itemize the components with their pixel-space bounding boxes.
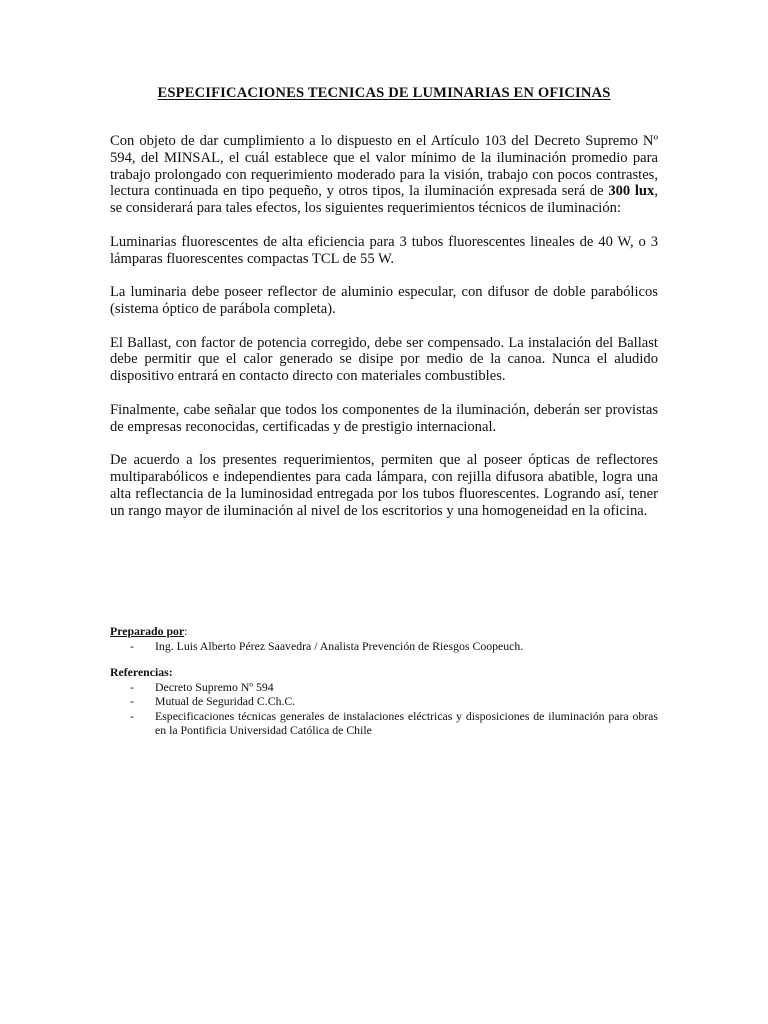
paragraph-conclusion: De acuerdo a los presentes requerimientos, permiten que al poseer ópticas de reflectores multiparabólicos e independientes para cada lámpara, con rejilla difusora abatible, logra una alta reflectancia de la luminosidad entregada por los tubos fluorescentes. Logrando así, tener un rango mayor de iluminación al nivel de los escritorios y una homogeneidad en la oficina. <box>110 452 658 519</box>
list-item-text: Mutual de Seguridad C.Ch.C. <box>155 694 296 708</box>
prepared-by-label: Preparado por <box>110 624 185 638</box>
list-item <box>110 680 658 695</box>
list-item <box>110 694 658 709</box>
paragraph-illumination-requirement <box>110 133 658 217</box>
references-list <box>110 680 658 738</box>
list-dash: - <box>130 708 134 723</box>
lux-value: 300 lux <box>608 183 655 200</box>
list-item-text: Especificaciones técnicas generales de instalaciones eléctricas y disposiciones de iluminación para obras en la Pontificia Universidad Católica de Chile <box>155 708 658 737</box>
prepared-by-section <box>110 624 658 653</box>
document-body <box>110 133 658 519</box>
document-title: ESPECIFICACIONES TECNICAS DE LUMINARIAS EN OFICINAS <box>157 85 611 101</box>
list-dash: - <box>130 694 134 708</box>
list-item-text: Ing. Luis Alberto Pérez Saavedra / Analista Prevención de Riesgos Coopeuch. <box>155 638 524 653</box>
list-item-text: Decreto Supremo Nº 594 <box>155 679 274 694</box>
references-section <box>110 665 658 738</box>
paragraph-reflector: La luminaria debe poseer reflector de aluminio especular, con difusor de doble parabólicos (sistema óptico de parábola completa). <box>110 284 658 317</box>
paragraph-luminaires: Luminarias fluorescentes de alta eficiencia para 3 tubos fluorescentes lineales de 40 W, o 3 lámparas fluorescentes compactas TCL de 55 W. <box>110 233 658 267</box>
prepared-by-colon: : <box>184 624 188 638</box>
prepared-by-list <box>110 639 658 654</box>
paragraph-components: Finalmente, cabe señalar que todos los componentes de la iluminación, deberán ser provistas de empresas reconocidas, certificadas y de prestigio internacional. <box>110 401 658 435</box>
list-dash: - <box>130 679 134 694</box>
paragraph-text: Con objeto de dar cumplimiento a lo dispuesto en el Artículo 103 del Decreto Supremo Nº 594, del MINSAL, el cuál establece que el valor mínimo de la iluminación promedio para trabajo prolongado con requerimiento moderado para la visión, trabajo con pocos contrastes, lectura continuada en tipo pequeño, y otros tipos, la iluminación expresada será de <box>110 133 658 200</box>
list-item <box>110 639 658 654</box>
prepared-by-heading <box>110 624 658 639</box>
list-item <box>110 709 658 738</box>
references-heading: Referencias: <box>110 665 173 679</box>
paragraph-ballast: El Ballast, con factor de potencia corregido, debe ser compensado. La instalación del Ballast debe permitir que el calor generado se disipe por medio de la canoa. Nunca el aludido dispositivo entrará en contacto directo con materiales combustibles. <box>110 334 658 385</box>
paragraph-text: , se considerará para tales efectos, los siguientes requerimientos técnicos de iluminación: <box>110 183 658 217</box>
list-dash: - <box>130 638 134 653</box>
